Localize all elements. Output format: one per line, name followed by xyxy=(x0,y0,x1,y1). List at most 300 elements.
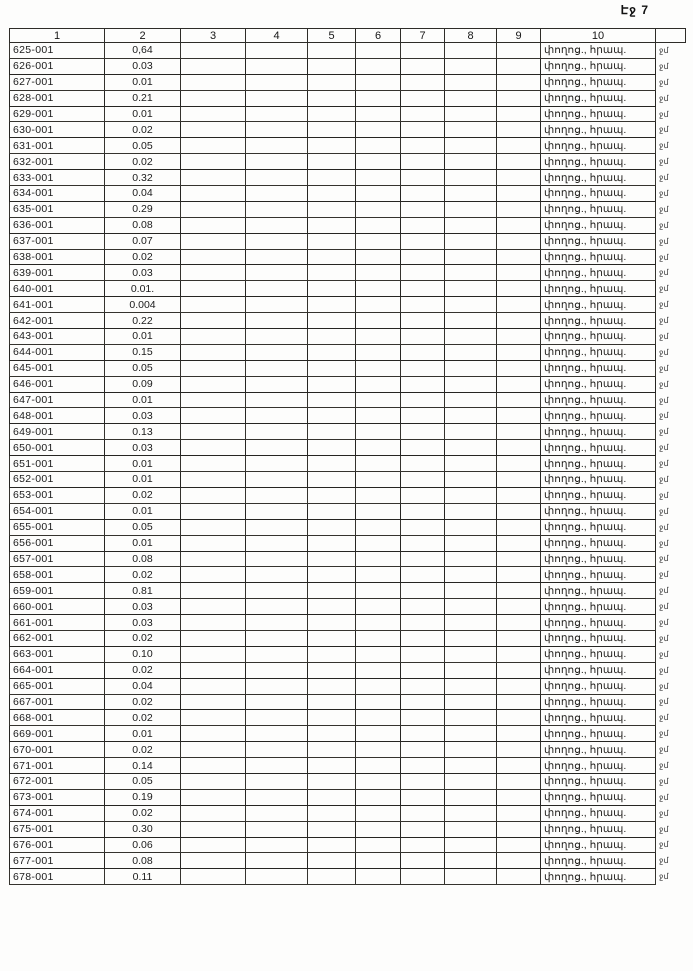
parcel-code-cell: 668-001 xyxy=(10,710,105,726)
empty-cell xyxy=(356,487,401,503)
empty-cell xyxy=(401,122,445,138)
area-value-cell: 0.02 xyxy=(105,154,181,170)
empty-cell xyxy=(401,456,445,472)
area-value-cell: 0.14 xyxy=(105,758,181,774)
empty-cell xyxy=(246,535,308,551)
empty-cell xyxy=(356,106,401,122)
empty-cell xyxy=(356,90,401,106)
margin-mark: ջմ xyxy=(659,427,669,437)
empty-cell xyxy=(308,344,356,360)
margin-mark: ջմ xyxy=(659,220,669,230)
empty-cell xyxy=(181,408,246,424)
area-value-cell: 0.04 xyxy=(105,186,181,202)
empty-cell xyxy=(246,869,308,885)
area-value-cell: 0.15 xyxy=(105,344,181,360)
empty-cell xyxy=(497,567,541,583)
empty-cell xyxy=(308,329,356,345)
empty-cell xyxy=(445,43,497,59)
land-use-label-cell: փողոց., հրապ. xyxy=(541,487,656,503)
empty-cell xyxy=(246,662,308,678)
land-use-label-cell: փողոց., հրապ. xyxy=(541,837,656,853)
parcel-code-cell: 628-001 xyxy=(10,90,105,106)
empty-cell xyxy=(497,615,541,631)
column-header-6: 6 xyxy=(356,29,401,43)
empty-cell xyxy=(497,837,541,853)
table-row xyxy=(10,583,686,599)
empty-cell xyxy=(181,233,246,249)
empty-cell xyxy=(445,281,497,297)
empty-cell xyxy=(356,281,401,297)
empty-cell xyxy=(246,821,308,837)
empty-cell xyxy=(356,710,401,726)
margin-mark: ջմ xyxy=(659,268,669,278)
empty-cell xyxy=(308,503,356,519)
empty-cell xyxy=(308,551,356,567)
empty-cell xyxy=(401,43,445,59)
parcel-code-cell: 676-001 xyxy=(10,837,105,853)
empty-cell xyxy=(445,201,497,217)
empty-cell xyxy=(497,472,541,488)
page-number-label: Էջ 7 xyxy=(620,3,649,17)
empty-cell xyxy=(181,583,246,599)
table-row xyxy=(10,154,686,170)
empty-cell xyxy=(497,726,541,742)
empty-cell xyxy=(497,599,541,615)
empty-cell xyxy=(181,43,246,59)
empty-cell xyxy=(401,599,445,615)
table-row xyxy=(10,726,686,742)
empty-cell xyxy=(181,615,246,631)
empty-cell xyxy=(445,646,497,662)
land-use-label-cell: փողոց., հրապ. xyxy=(541,408,656,424)
empty-cell xyxy=(181,186,246,202)
empty-cell xyxy=(308,583,356,599)
empty-cell xyxy=(401,535,445,551)
empty-cell xyxy=(401,424,445,440)
margin-mark: ջմ xyxy=(659,586,669,596)
empty-cell xyxy=(445,170,497,186)
empty-cell xyxy=(401,805,445,821)
empty-cell xyxy=(401,487,445,503)
empty-cell xyxy=(497,694,541,710)
land-use-label-cell: փողոց., հրապ. xyxy=(541,43,656,59)
column-header-9: 9 xyxy=(497,29,541,43)
parcel-code-cell: 654-001 xyxy=(10,503,105,519)
land-use-label-cell: փողոց., հրապ. xyxy=(541,201,656,217)
table-row xyxy=(10,74,686,90)
empty-cell xyxy=(181,440,246,456)
land-use-label-cell: փողոց., հրապ. xyxy=(541,678,656,694)
empty-cell xyxy=(181,710,246,726)
empty-cell xyxy=(401,154,445,170)
area-value-cell: 0.02 xyxy=(105,805,181,821)
empty-cell xyxy=(445,376,497,392)
parcel-code-cell: 656-001 xyxy=(10,535,105,551)
empty-cell xyxy=(246,630,308,646)
empty-cell xyxy=(246,408,308,424)
area-value-cell: 0.05 xyxy=(105,519,181,535)
empty-cell xyxy=(445,821,497,837)
empty-cell xyxy=(308,233,356,249)
empty-cell xyxy=(308,186,356,202)
empty-cell xyxy=(246,170,308,186)
empty-cell xyxy=(401,694,445,710)
empty-cell xyxy=(445,329,497,345)
empty-cell xyxy=(356,43,401,59)
empty-cell xyxy=(246,567,308,583)
land-use-label-cell: փողոց., հրապ. xyxy=(541,694,656,710)
empty-cell xyxy=(401,567,445,583)
table-row xyxy=(10,249,686,265)
column-header-4: 4 xyxy=(246,29,308,43)
empty-cell xyxy=(181,154,246,170)
land-use-label-cell: փողոց., հրապ. xyxy=(541,440,656,456)
empty-cell xyxy=(445,249,497,265)
empty-cell xyxy=(356,742,401,758)
empty-cell xyxy=(246,599,308,615)
parcel-code-cell: 626-001 xyxy=(10,58,105,74)
empty-cell xyxy=(246,265,308,281)
empty-cell xyxy=(308,313,356,329)
empty-cell xyxy=(246,758,308,774)
area-value-cell: 0.03 xyxy=(105,408,181,424)
empty-cell xyxy=(445,74,497,90)
margin-mark: ջմ xyxy=(659,570,669,580)
empty-cell xyxy=(445,789,497,805)
empty-cell xyxy=(181,249,246,265)
empty-cell xyxy=(308,535,356,551)
empty-cell xyxy=(308,122,356,138)
table-row xyxy=(10,376,686,392)
empty-cell xyxy=(401,646,445,662)
empty-cell xyxy=(246,297,308,313)
empty-cell xyxy=(356,122,401,138)
empty-cell xyxy=(497,869,541,885)
empty-cell xyxy=(181,662,246,678)
empty-cell xyxy=(181,329,246,345)
empty-cell xyxy=(308,297,356,313)
empty-cell xyxy=(356,217,401,233)
parcel-code-cell: 625-001 xyxy=(10,43,105,59)
empty-cell xyxy=(308,567,356,583)
empty-cell xyxy=(356,789,401,805)
empty-cell xyxy=(497,106,541,122)
empty-cell xyxy=(356,503,401,519)
empty-cell xyxy=(246,472,308,488)
area-value-cell: 0,64 xyxy=(105,43,181,59)
land-use-label-cell: փողոց., հրապ. xyxy=(541,535,656,551)
empty-cell xyxy=(445,710,497,726)
empty-cell xyxy=(181,281,246,297)
empty-cell xyxy=(308,424,356,440)
empty-cell xyxy=(497,233,541,249)
empty-cell xyxy=(246,313,308,329)
empty-cell xyxy=(401,249,445,265)
empty-cell xyxy=(308,805,356,821)
empty-cell xyxy=(181,567,246,583)
area-value-cell: 0.004 xyxy=(105,297,181,313)
parcel-code-cell: 675-001 xyxy=(10,821,105,837)
land-use-label-cell: փողոց., հրապ. xyxy=(541,599,656,615)
empty-cell xyxy=(181,837,246,853)
margin-mark: ջմ xyxy=(659,633,669,643)
empty-cell xyxy=(356,329,401,345)
margin-mark: ջմ xyxy=(659,665,669,675)
area-value-cell: 0.02 xyxy=(105,249,181,265)
empty-cell xyxy=(497,440,541,456)
empty-cell xyxy=(308,440,356,456)
empty-cell xyxy=(445,90,497,106)
empty-cell xyxy=(497,376,541,392)
area-value-cell: 0.10 xyxy=(105,646,181,662)
area-value-cell: 0.02 xyxy=(105,742,181,758)
empty-cell xyxy=(246,853,308,869)
empty-cell xyxy=(246,58,308,74)
empty-cell xyxy=(401,138,445,154)
empty-cell xyxy=(308,646,356,662)
empty-cell xyxy=(308,487,356,503)
column-header-8: 8 xyxy=(445,29,497,43)
empty-cell xyxy=(401,583,445,599)
land-use-label-cell: փողոց., հրապ. xyxy=(541,821,656,837)
margin-mark: ջմ xyxy=(659,125,669,135)
empty-cell xyxy=(401,519,445,535)
empty-cell xyxy=(308,90,356,106)
empty-cell xyxy=(401,821,445,837)
empty-cell xyxy=(181,630,246,646)
empty-cell xyxy=(356,567,401,583)
empty-cell xyxy=(308,837,356,853)
empty-cell xyxy=(308,265,356,281)
empty-cell xyxy=(401,853,445,869)
empty-cell xyxy=(308,773,356,789)
margin-mark: ջմ xyxy=(659,681,669,691)
empty-cell xyxy=(497,360,541,376)
empty-cell xyxy=(497,90,541,106)
empty-cell xyxy=(445,615,497,631)
empty-cell xyxy=(401,360,445,376)
empty-cell xyxy=(308,710,356,726)
table-row xyxy=(10,217,686,233)
parcel-code-cell: 671-001 xyxy=(10,758,105,774)
empty-cell xyxy=(356,821,401,837)
empty-cell xyxy=(401,74,445,90)
empty-cell xyxy=(356,853,401,869)
empty-cell xyxy=(401,472,445,488)
empty-cell xyxy=(356,297,401,313)
land-use-label-cell: փողոց., հրապ. xyxy=(541,392,656,408)
parcel-code-cell: 674-001 xyxy=(10,805,105,821)
empty-cell xyxy=(181,106,246,122)
empty-cell xyxy=(181,773,246,789)
land-use-label-cell: փողոց., հրապ. xyxy=(541,646,656,662)
empty-cell xyxy=(181,265,246,281)
table-row xyxy=(10,281,686,297)
empty-cell xyxy=(401,281,445,297)
empty-cell xyxy=(356,773,401,789)
empty-cell xyxy=(497,662,541,678)
parcel-code-cell: 629-001 xyxy=(10,106,105,122)
parcel-code-cell: 670-001 xyxy=(10,742,105,758)
table-row xyxy=(10,567,686,583)
margin-mark: ջմ xyxy=(659,173,669,183)
empty-cell xyxy=(497,551,541,567)
empty-cell xyxy=(181,742,246,758)
land-use-label-cell: փողոց., հրապ. xyxy=(541,742,656,758)
empty-cell xyxy=(308,678,356,694)
empty-cell xyxy=(181,90,246,106)
empty-cell xyxy=(356,551,401,567)
margin-mark: ջմ xyxy=(659,316,669,326)
parcel-code-cell: 641-001 xyxy=(10,297,105,313)
table-row xyxy=(10,503,686,519)
table-row xyxy=(10,472,686,488)
margin-mark: ջմ xyxy=(659,109,669,119)
land-use-label-cell: փողոց., հրապ. xyxy=(541,265,656,281)
empty-cell xyxy=(497,281,541,297)
table-row xyxy=(10,599,686,615)
table-row xyxy=(10,122,686,138)
table-row xyxy=(10,90,686,106)
table-row xyxy=(10,630,686,646)
margin-mark: ջմ xyxy=(659,141,669,151)
empty-cell xyxy=(356,646,401,662)
column-header-10: 10 xyxy=(541,29,656,43)
empty-cell xyxy=(445,487,497,503)
land-use-label-cell: փողոց., հրապ. xyxy=(541,138,656,154)
empty-cell xyxy=(445,742,497,758)
empty-cell xyxy=(356,186,401,202)
table-row xyxy=(10,678,686,694)
table-row xyxy=(10,201,686,217)
empty-cell xyxy=(308,869,356,885)
empty-cell xyxy=(497,519,541,535)
margin-mark: ջմ xyxy=(659,157,669,167)
area-value-cell: 0.05 xyxy=(105,360,181,376)
empty-cell xyxy=(497,43,541,59)
parcel-code-cell: 646-001 xyxy=(10,376,105,392)
empty-cell xyxy=(356,440,401,456)
empty-cell xyxy=(308,170,356,186)
area-value-cell: 0.07 xyxy=(105,233,181,249)
land-use-label-cell: փողոց., հրապ. xyxy=(541,472,656,488)
empty-cell xyxy=(401,329,445,345)
empty-cell xyxy=(181,503,246,519)
area-value-cell: 0.11 xyxy=(105,869,181,885)
margin-mark: ջմ xyxy=(659,649,669,659)
empty-cell xyxy=(445,662,497,678)
land-use-label-cell: փողոց., հրապ. xyxy=(541,630,656,646)
empty-cell xyxy=(497,122,541,138)
empty-cell xyxy=(308,408,356,424)
parcel-code-cell: 637-001 xyxy=(10,233,105,249)
empty-cell xyxy=(445,456,497,472)
land-use-label-cell: փողոց., հրապ. xyxy=(541,726,656,742)
empty-cell xyxy=(246,217,308,233)
empty-cell xyxy=(308,106,356,122)
parcel-code-cell: 648-001 xyxy=(10,408,105,424)
empty-cell xyxy=(181,297,246,313)
empty-cell xyxy=(246,710,308,726)
parcel-code-cell: 663-001 xyxy=(10,646,105,662)
empty-cell xyxy=(246,789,308,805)
empty-cell xyxy=(445,773,497,789)
empty-cell xyxy=(181,551,246,567)
empty-cell xyxy=(181,726,246,742)
empty-cell xyxy=(497,186,541,202)
land-use-label-cell: փողոց., հրապ. xyxy=(541,249,656,265)
margin-mark: ջմ xyxy=(659,808,669,818)
empty-cell xyxy=(445,472,497,488)
empty-cell xyxy=(445,392,497,408)
area-value-cell: 0.01 xyxy=(105,472,181,488)
empty-cell xyxy=(181,456,246,472)
empty-cell xyxy=(401,440,445,456)
empty-cell xyxy=(181,392,246,408)
margin-mark: ջմ xyxy=(659,236,669,246)
area-value-cell: 0.02 xyxy=(105,710,181,726)
parcel-code-cell: 649-001 xyxy=(10,424,105,440)
empty-cell xyxy=(181,535,246,551)
area-value-cell: 0.03 xyxy=(105,615,181,631)
empty-cell xyxy=(401,217,445,233)
empty-cell xyxy=(308,217,356,233)
empty-cell xyxy=(308,43,356,59)
table-row xyxy=(10,344,686,360)
area-value-cell: 0.01 xyxy=(105,106,181,122)
empty-cell xyxy=(181,646,246,662)
empty-cell xyxy=(181,821,246,837)
empty-cell xyxy=(497,853,541,869)
table-row xyxy=(10,773,686,789)
land-use-label-cell: փողոց., հրապ. xyxy=(541,344,656,360)
table-row xyxy=(10,138,686,154)
area-value-cell: 0.01 xyxy=(105,74,181,90)
area-value-cell: 0.03 xyxy=(105,265,181,281)
empty-cell xyxy=(497,297,541,313)
margin-mark: ջմ xyxy=(659,331,669,341)
parcel-code-cell: 652-001 xyxy=(10,472,105,488)
empty-cell xyxy=(401,90,445,106)
empty-cell xyxy=(356,456,401,472)
margin-mark: ջմ xyxy=(659,792,669,802)
land-use-label-cell: փողոց., հրապ. xyxy=(541,106,656,122)
empty-cell xyxy=(308,662,356,678)
empty-cell xyxy=(308,519,356,535)
parcel-code-cell: 669-001 xyxy=(10,726,105,742)
area-value-cell: 0.02 xyxy=(105,122,181,138)
empty-cell xyxy=(401,297,445,313)
empty-cell xyxy=(401,503,445,519)
empty-cell xyxy=(356,424,401,440)
empty-cell xyxy=(181,424,246,440)
parcel-code-cell: 664-001 xyxy=(10,662,105,678)
table-row xyxy=(10,265,686,281)
table-row xyxy=(10,646,686,662)
empty-cell xyxy=(356,233,401,249)
empty-cell xyxy=(246,186,308,202)
area-value-cell: 0.32 xyxy=(105,170,181,186)
parcel-code-cell: 642-001 xyxy=(10,313,105,329)
empty-cell xyxy=(308,281,356,297)
empty-cell xyxy=(497,329,541,345)
empty-cell xyxy=(445,503,497,519)
empty-cell xyxy=(401,233,445,249)
empty-cell xyxy=(445,58,497,74)
table-row xyxy=(10,662,686,678)
table-row xyxy=(10,424,686,440)
empty-cell xyxy=(356,583,401,599)
